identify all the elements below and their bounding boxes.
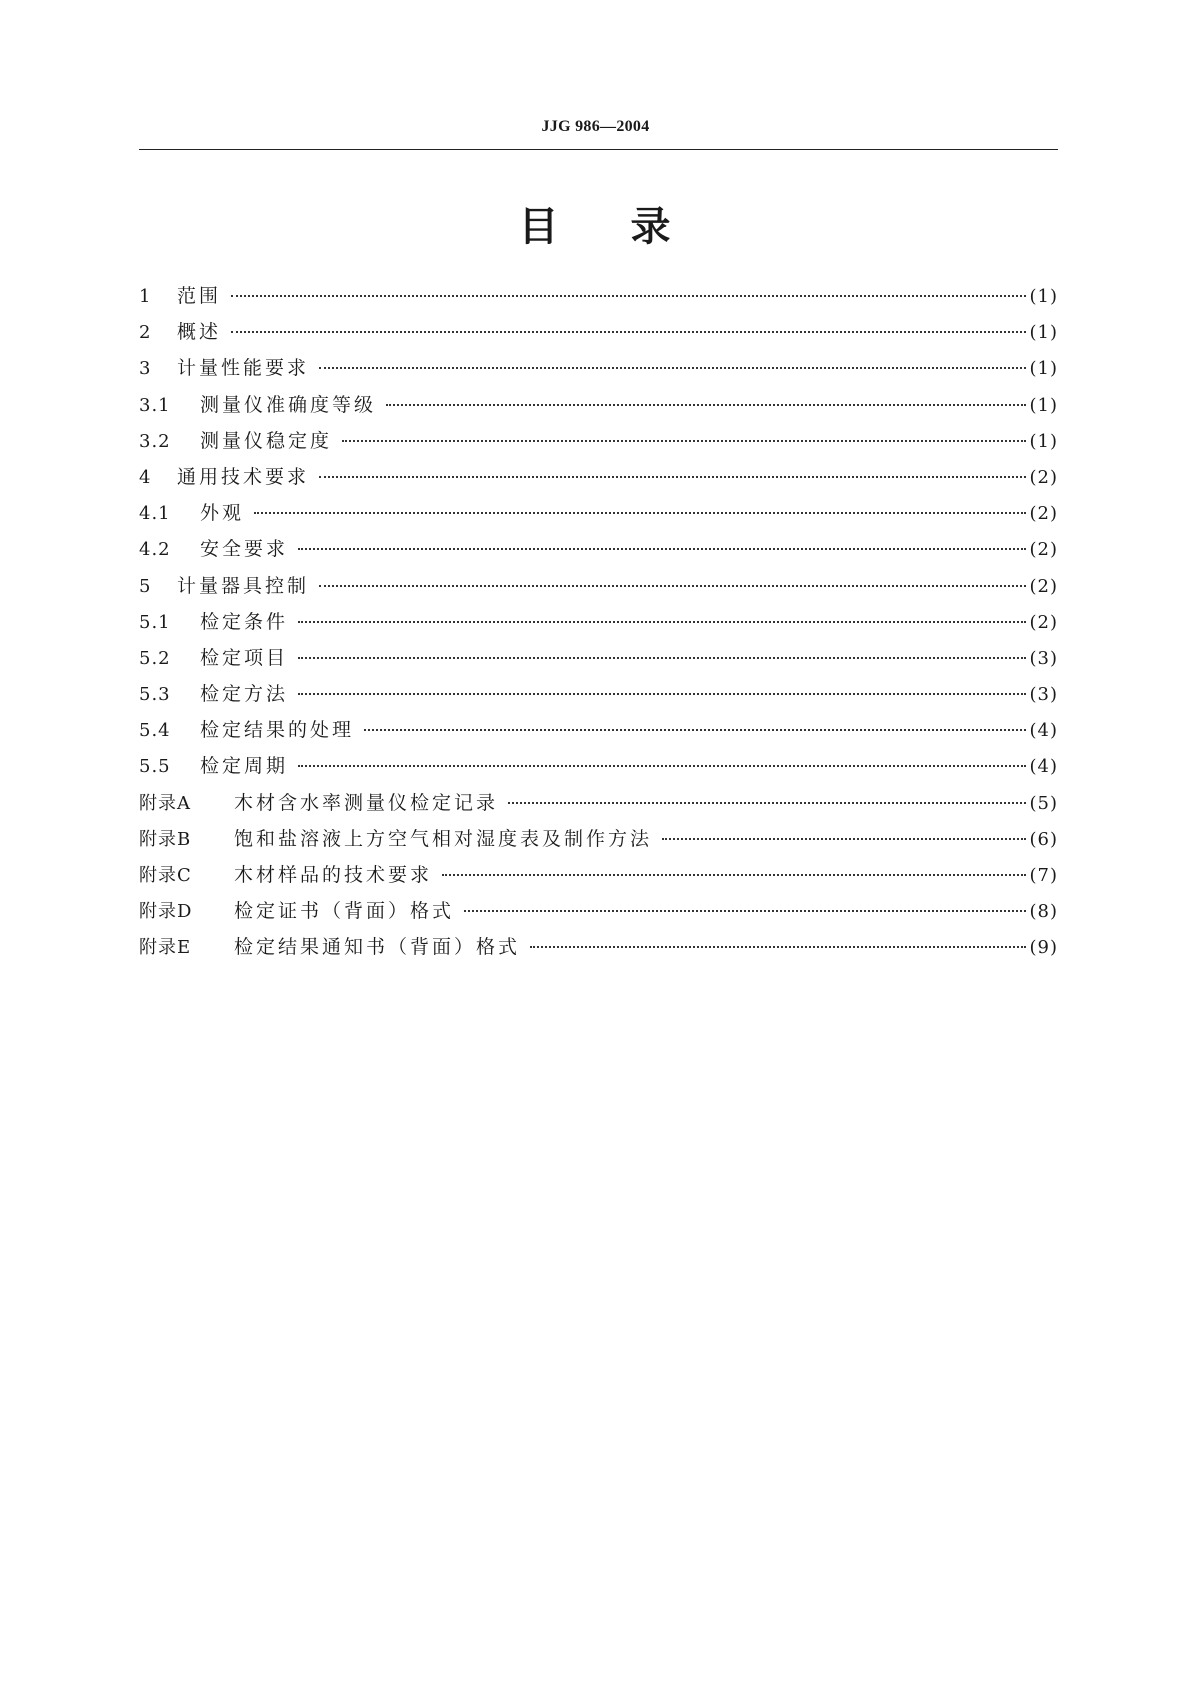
toc-entry-page: (7) bbox=[1029, 865, 1058, 886]
toc-dot-leader bbox=[364, 729, 1025, 731]
toc-entry[interactable] bbox=[139, 748, 1058, 784]
toc-entry-number: 5 bbox=[139, 575, 152, 597]
toc-entry-title: 通用技术要求 bbox=[177, 465, 310, 488]
toc-dot-leader bbox=[231, 295, 1025, 297]
toc-entry-page: (3) bbox=[1029, 684, 1058, 706]
toc-entry-title: 检定周期 bbox=[200, 755, 289, 778]
toc-entry-number: 附录D bbox=[139, 901, 193, 923]
toc-entry-title: 测量仪准确度等级 bbox=[200, 393, 377, 416]
toc-entry-title: 外观 bbox=[200, 502, 245, 525]
toc-entry-number: 5.4 bbox=[139, 720, 171, 742]
title-char-2: 录 bbox=[630, 204, 673, 250]
toc-entry-page: (4) bbox=[1029, 720, 1058, 742]
toc-dot-leader bbox=[298, 765, 1025, 767]
toc-dot-leader bbox=[530, 946, 1025, 948]
toc-dot-leader bbox=[442, 874, 1025, 876]
toc-entry[interactable] bbox=[139, 821, 1058, 857]
toc-entry-title: 检定证书（背面）格式 bbox=[234, 900, 455, 923]
toc-entry-number: 5.1 bbox=[139, 611, 171, 633]
toc-entry[interactable] bbox=[139, 712, 1058, 748]
toc-entry-page: (3) bbox=[1029, 647, 1058, 669]
toc-entry-number: 3 bbox=[139, 358, 152, 380]
toc-entry-page: (1) bbox=[1029, 358, 1058, 380]
toc-entry-number: 5.2 bbox=[139, 647, 171, 669]
toc-entry-number: 3.2 bbox=[139, 430, 171, 452]
toc-dot-leader bbox=[342, 440, 1025, 442]
toc-entry-number: 附录E bbox=[139, 937, 192, 959]
toc-entry-page: (2) bbox=[1029, 466, 1058, 488]
toc-entry-title: 检定条件 bbox=[200, 610, 289, 633]
toc-dot-leader bbox=[464, 910, 1025, 912]
toc-entry-title: 测量仪稳定度 bbox=[200, 429, 333, 452]
toc-entry-title: 概述 bbox=[177, 321, 222, 344]
toc-entry-page: (2) bbox=[1029, 611, 1058, 633]
title-char-1: 目 bbox=[518, 204, 561, 250]
toc-entry-page: (1) bbox=[1029, 322, 1058, 344]
toc-entry-number: 1 bbox=[139, 286, 152, 307]
toc-entry-title: 计量器具控制 bbox=[177, 574, 310, 597]
toc-entry-number: 4.1 bbox=[139, 503, 171, 525]
toc-entry-number: 附录B bbox=[139, 828, 192, 850]
toc-entry-title: 木材含水率测量仪检定记录 bbox=[234, 791, 499, 814]
toc-entry-number: 4.2 bbox=[139, 539, 171, 561]
toc-dot-leader bbox=[508, 802, 1025, 804]
toc-entry[interactable] bbox=[139, 893, 1058, 929]
toc-entry[interactable] bbox=[139, 604, 1058, 640]
toc-entry-title: 检定结果通知书（背面）格式 bbox=[234, 936, 521, 959]
toc-entry-number: 附录A bbox=[139, 792, 191, 814]
toc-dot-leader bbox=[298, 621, 1025, 623]
toc-dot-leader bbox=[298, 548, 1025, 550]
toc-entry-page: (8) bbox=[1029, 901, 1058, 923]
toc-entry[interactable] bbox=[139, 278, 1058, 314]
toc-entry[interactable] bbox=[139, 350, 1058, 386]
toc-entry[interactable] bbox=[139, 857, 1058, 893]
header-rule bbox=[139, 149, 1058, 150]
toc-entry-page: (2) bbox=[1029, 575, 1058, 597]
toc-dot-leader bbox=[298, 657, 1025, 659]
toc-entry-number: 附录C bbox=[139, 865, 192, 886]
toc-entry[interactable] bbox=[139, 568, 1058, 604]
toc-dot-leader bbox=[231, 331, 1025, 333]
page-header-standard-code: JJG 986—2004 bbox=[541, 118, 650, 135]
toc-dot-leader bbox=[386, 404, 1025, 406]
page-title bbox=[0, 195, 1191, 252]
toc-entry-title: 木材样品的技术要求 bbox=[234, 864, 433, 886]
toc-entry-title: 安全要求 bbox=[200, 538, 289, 561]
toc-dot-leader bbox=[254, 512, 1025, 514]
toc-entry-number: 5.3 bbox=[139, 684, 171, 706]
toc-entry-page: (1) bbox=[1029, 286, 1058, 307]
toc-entry-page: (9) bbox=[1029, 937, 1058, 959]
toc-entry[interactable] bbox=[139, 929, 1058, 965]
toc-entry[interactable] bbox=[139, 423, 1058, 459]
toc-entry-page: (4) bbox=[1029, 756, 1058, 778]
toc-entry-page: (2) bbox=[1029, 539, 1058, 561]
toc-entry-title: 计量性能要求 bbox=[177, 357, 310, 380]
toc-entry[interactable] bbox=[139, 531, 1058, 567]
toc-entry[interactable] bbox=[139, 459, 1058, 495]
toc-entry[interactable] bbox=[139, 387, 1058, 423]
toc-entry[interactable] bbox=[139, 314, 1058, 350]
toc-dot-leader bbox=[319, 476, 1025, 478]
toc-entry-title: 检定结果的处理 bbox=[200, 719, 355, 742]
toc-entry-number: 3.1 bbox=[139, 394, 171, 416]
table-of-contents bbox=[139, 278, 1058, 966]
toc-dot-leader bbox=[319, 585, 1025, 587]
toc-entry-number: 4 bbox=[139, 466, 152, 488]
toc-dot-leader bbox=[298, 693, 1025, 695]
toc-entry[interactable] bbox=[139, 785, 1058, 821]
toc-entry[interactable] bbox=[139, 495, 1058, 531]
toc-entry-page: (1) bbox=[1029, 430, 1058, 452]
toc-entry[interactable] bbox=[139, 676, 1058, 712]
toc-entry-title: 饱和盐溶液上方空气相对湿度表及制作方法 bbox=[234, 827, 653, 850]
toc-dot-leader bbox=[662, 838, 1025, 840]
toc-entry-title: 检定项目 bbox=[200, 646, 289, 669]
toc-entry-page: (1) bbox=[1029, 394, 1058, 416]
toc-entry-title: 范围 bbox=[177, 285, 222, 307]
toc-entry-page: (6) bbox=[1029, 828, 1058, 850]
toc-entry-number: 2 bbox=[139, 322, 152, 344]
toc-entry-page: (2) bbox=[1029, 503, 1058, 525]
toc-entry[interactable] bbox=[139, 640, 1058, 676]
toc-dot-leader bbox=[319, 367, 1025, 369]
toc-entry-number: 5.5 bbox=[139, 756, 171, 778]
toc-entry-title: 检定方法 bbox=[200, 683, 289, 706]
toc-entry-page: (5) bbox=[1029, 792, 1058, 814]
